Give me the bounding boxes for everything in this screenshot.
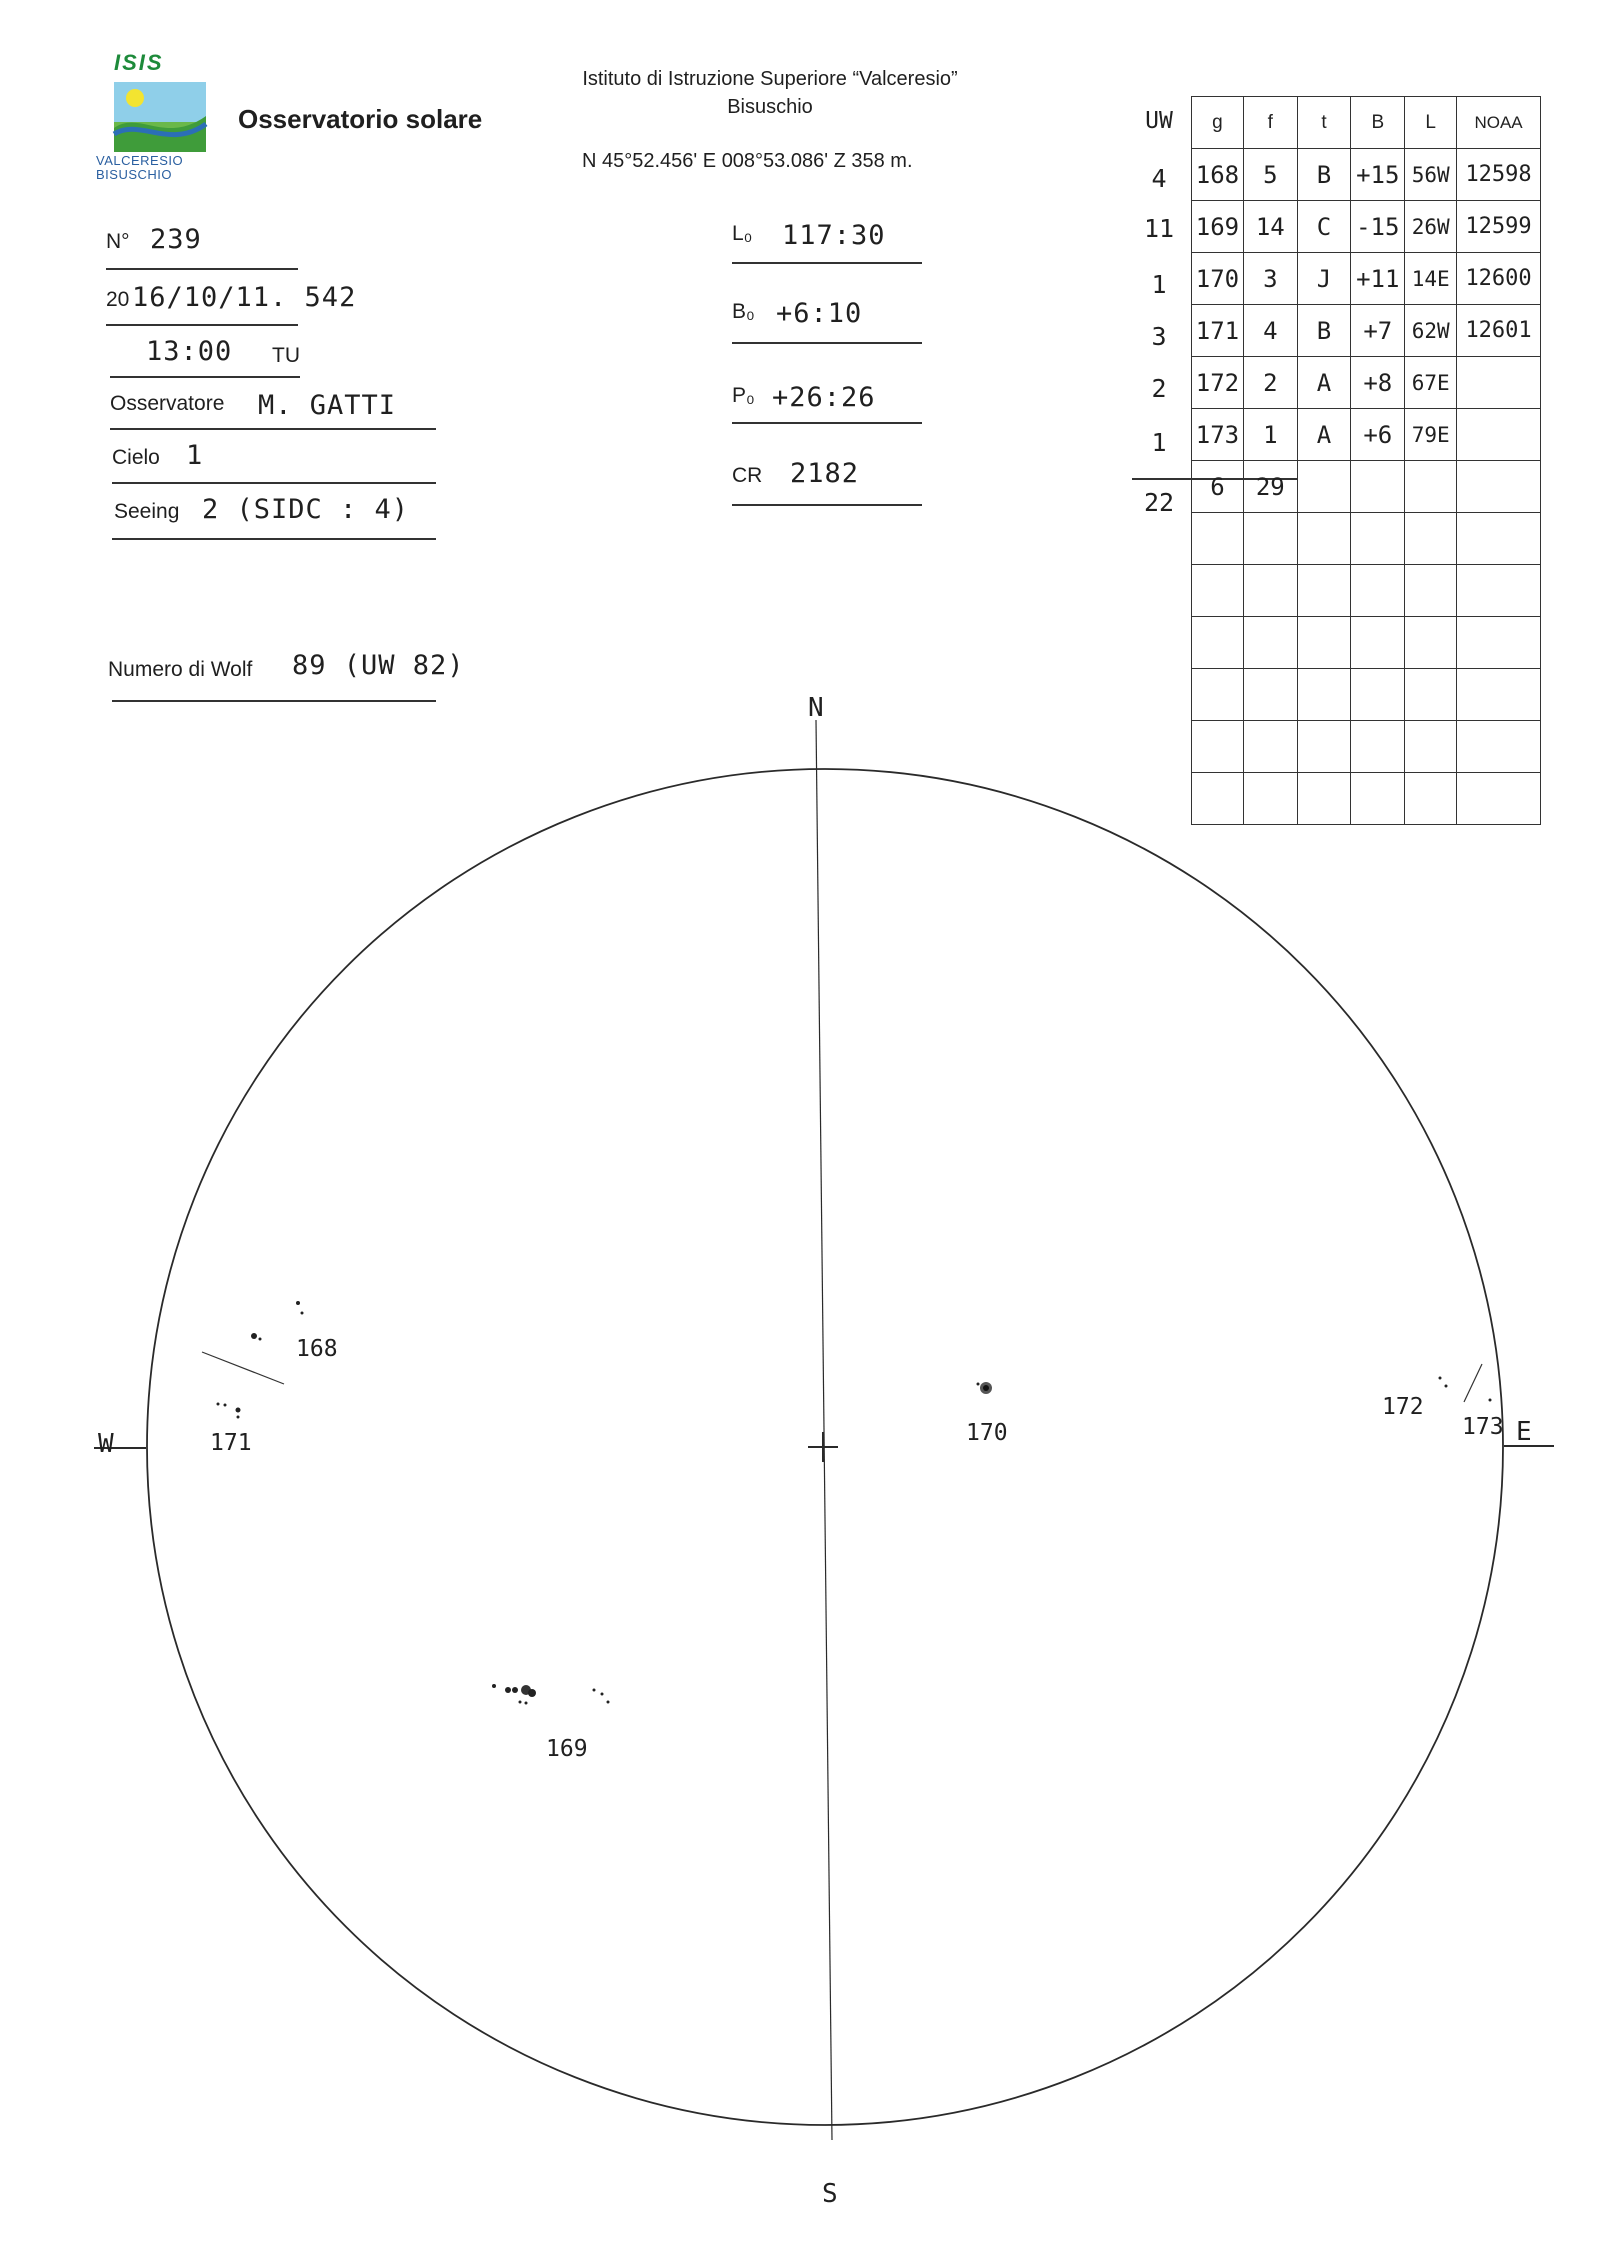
cell-b: +11	[1351, 253, 1405, 305]
b0-value: +6:10	[776, 298, 863, 329]
cell-g: 168	[1192, 149, 1244, 201]
column-header-g: g	[1192, 97, 1244, 149]
total-f: 29	[1243, 461, 1297, 513]
sunspot-group-169	[492, 1684, 610, 1762]
uw-total: 22	[1143, 488, 1175, 517]
observation-number: 239	[150, 224, 202, 255]
sunspot-group-170	[966, 1382, 1008, 1446]
group-label-168: 168	[296, 1336, 338, 1362]
logo-caption-2: BISUSCHIO	[96, 167, 173, 182]
cell-noaa: 12598	[1457, 149, 1541, 201]
column-header-b: B	[1351, 97, 1405, 149]
cell-t: B	[1297, 305, 1351, 357]
cr-label: CR	[732, 464, 763, 487]
p0-value: +26:26	[772, 382, 876, 413]
column-header-noaa: NOAA	[1457, 97, 1541, 149]
cell-b: +7	[1351, 305, 1405, 357]
uw-value: 11	[1143, 214, 1175, 243]
cell-f: 1	[1243, 409, 1297, 461]
cell-l: 14E	[1405, 253, 1457, 305]
p0-label: P₀	[732, 384, 755, 407]
observatory-coordinates: N 45°52.456' E 008°53.086' Z 358 m.	[582, 150, 913, 172]
seeing-label: Seeing	[114, 500, 180, 523]
l0-value: 117:30	[782, 220, 886, 251]
cell-f: 4	[1243, 305, 1297, 357]
cell-b: +15	[1351, 149, 1405, 201]
group-label-173: 173	[1462, 1414, 1504, 1440]
west-label: W	[98, 1429, 114, 1459]
cell-g: 172	[1192, 357, 1244, 409]
total-g: 6	[1192, 461, 1244, 513]
uw-value: 3	[1151, 322, 1167, 351]
uw-header: UW	[1145, 108, 1173, 134]
cell-l: 79E	[1405, 409, 1457, 461]
cell-t: C	[1297, 201, 1351, 253]
observer-label: Osservatore	[110, 392, 225, 415]
cell-b: +8	[1351, 357, 1405, 409]
cell-g: 170	[1192, 253, 1244, 305]
sunspot-group-173	[1462, 1364, 1504, 1440]
north-label: N	[808, 693, 824, 723]
south-label: S	[822, 2179, 838, 2209]
cell-t: A	[1297, 409, 1351, 461]
cell-l: 26W	[1405, 201, 1457, 253]
uw-value: 1	[1151, 428, 1167, 457]
column-header-f: f	[1243, 97, 1297, 149]
wolf-number: 89 (UW 82)	[292, 650, 465, 681]
cell-noaa: 12599	[1457, 201, 1541, 253]
sunspot-group-171	[210, 1403, 252, 1457]
b0-label: B₀	[732, 300, 755, 323]
carrington-rotation: 2182	[790, 458, 860, 489]
l0-label: L₀	[732, 222, 753, 245]
cell-g: 173	[1192, 409, 1244, 461]
uw-value: 1	[1151, 270, 1167, 299]
observation-date: 16/10/11. 542	[132, 282, 357, 313]
cell-f: 2	[1243, 357, 1297, 409]
cell-g: 169	[1192, 201, 1244, 253]
north-south-axis	[816, 720, 832, 2140]
uw-value: 2	[1151, 374, 1167, 403]
column-header-t: t	[1297, 97, 1351, 149]
sky-label: Cielo	[112, 446, 160, 469]
cell-f: 14	[1243, 201, 1297, 253]
logo-wordmark: ISIS	[114, 50, 164, 75]
east-label: E	[1516, 1417, 1532, 1447]
cell-g: 171	[1192, 305, 1244, 357]
observer-name: M. GATTI	[258, 390, 397, 421]
cell-l: 62W	[1405, 305, 1457, 357]
observation-time: 13:00	[146, 336, 233, 367]
cell-l: 67E	[1405, 357, 1457, 409]
sunspot-group-168	[202, 1301, 338, 1384]
group-label-172: 172	[1382, 1394, 1424, 1420]
cell-b: +6	[1351, 409, 1405, 461]
group-label-170: 170	[966, 1420, 1008, 1446]
cell-t: A	[1297, 357, 1351, 409]
wolf-label: Numero di Wolf	[108, 658, 253, 681]
cell-t: B	[1297, 149, 1351, 201]
institute-name: Istituto di Istruzione Superiore “Valceresio”	[582, 68, 958, 90]
institute-town: Bisuschio	[727, 96, 813, 118]
number-label: N°	[106, 230, 130, 253]
sky-value: 1	[186, 440, 204, 471]
cell-f: 3	[1243, 253, 1297, 305]
time-unit: TU	[272, 344, 300, 367]
cell-noaa: 12601	[1457, 305, 1541, 357]
column-header-l: L	[1405, 97, 1457, 149]
date-prefix: 20	[106, 288, 130, 311]
page-title: Osservatorio solare	[238, 104, 483, 134]
cell-t: J	[1297, 253, 1351, 305]
cell-l: 56W	[1405, 149, 1457, 201]
group-label-171: 171	[210, 1430, 252, 1456]
group-label-169: 169	[546, 1736, 588, 1762]
sunspot-group-172	[1382, 1377, 1448, 1421]
uw-value: 4	[1151, 164, 1167, 193]
cell-b: -15	[1351, 201, 1405, 253]
cell-noaa: 12600	[1457, 253, 1541, 305]
seeing-value: 2 (SIDC : 4)	[202, 494, 410, 525]
logo-caption-1: VALCERESIO	[96, 153, 184, 168]
cell-f: 5	[1243, 149, 1297, 201]
